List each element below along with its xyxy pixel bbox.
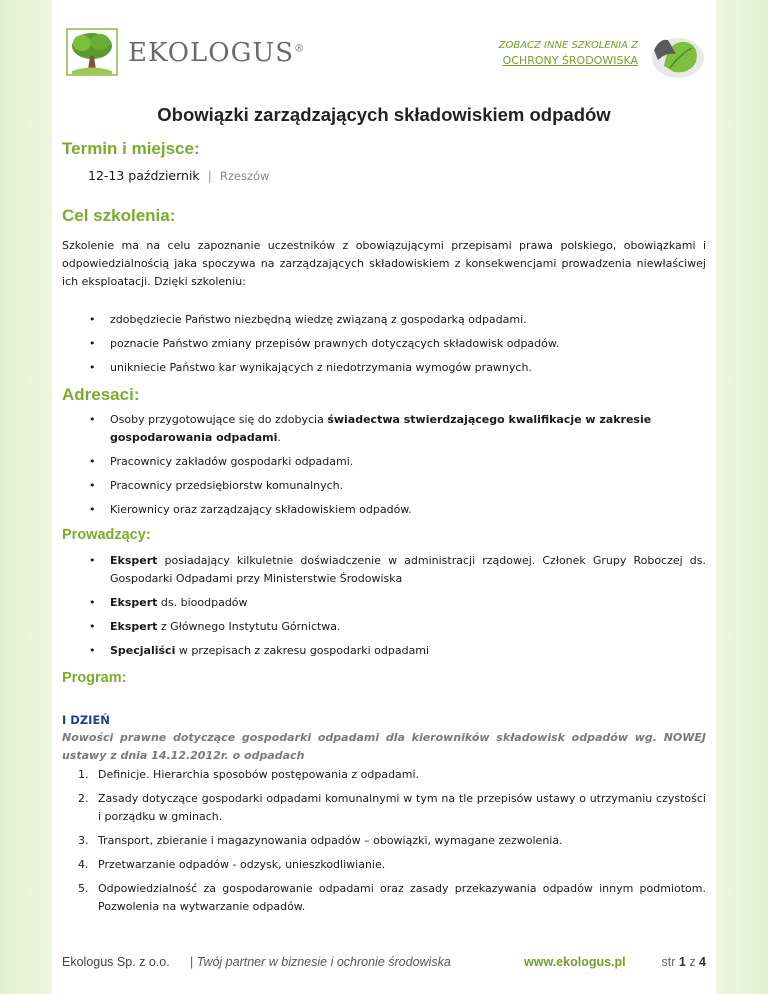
- promo-link-other-trainings[interactable]: [478, 30, 708, 80]
- footer-website-link[interactable]: www.ekologus.pl: [524, 955, 626, 969]
- heading-program: Program:: [62, 670, 127, 686]
- list-item: • poznacie Państwo zmiany przepisów prawnych dotyczących składowisk odpadów.: [89, 337, 560, 350]
- list-item: 3. Transport, zbieranie i magazynowania odpadów – obowiązki, wymagane zezwolenia.: [78, 834, 563, 847]
- right-margin-decoration: [716, 0, 768, 994]
- list-item: • Ekspert ds. bioodpadów: [89, 596, 248, 609]
- list-item: • Ekspert posiadający kilkuletnie doświadczenie w administracji rządowej. Członek Grupy Roboczej ds. Gospodarki Odpadami przy Ministerstwie Środowiska: [89, 554, 706, 585]
- list-item: • zdobędziecie Państwo niezbędną wiedzę związaną z gospodarką odpadami.: [89, 313, 527, 326]
- program-subtitle: Nowości prawne dotyczące gospodarki odpadami dla kierowników składowisk odpadów wg. NOWEJ ustawy z dnia 14.12.2012r. o odpadach: [62, 731, 706, 762]
- left-margin-decoration: [0, 0, 52, 994]
- footer-company: Ekologus Sp. z o.o.: [62, 955, 170, 969]
- list-item: • Pracownicy zakładów gospodarki odpadami.: [89, 455, 354, 468]
- training-date: 12-13 październik: [88, 168, 200, 183]
- page-number: str 1 z 4: [661, 955, 706, 969]
- date-location: [88, 167, 269, 185]
- page-footer: [62, 955, 706, 975]
- document-page: [52, 0, 716, 994]
- adresaci-list: [62, 411, 706, 519]
- cel-list: [62, 311, 706, 377]
- day-label: I DZIEŃ: [62, 713, 110, 727]
- promo-line-1: ZOBACZ INNE SZKOLENIA Z: [498, 40, 638, 51]
- list-item: 2. Zasady dotyczące gospodarki odpadami komunalnymi w tym na tle przepisów ustawy o utrzymaniu czystości i porządku w gminach.: [78, 792, 706, 823]
- list-item: • Specjaliści w przepisach z zakresu gospodarki odpadami: [89, 644, 430, 657]
- list-item: • Osoby przygotowujące się do zdobycia świadectwa stwierdzającego kwalifikacje w zakresie gospodarowania odpadami.: [89, 413, 652, 444]
- document-title: Obowiązki zarządzających składowiskiem odpadów: [157, 104, 611, 125]
- list-item: • Ekspert z Głównego Instytutu Górnictwa.: [89, 620, 341, 633]
- prowadzacy-list: [62, 552, 706, 660]
- list-item: • Pracownicy przedsiębiorstw komunalnych.: [89, 479, 344, 492]
- separator: |: [207, 168, 212, 183]
- list-item: 5. Odpowiedzialność za gospodarowanie odpadami oraz zasady przekazywania odpadów innym podmiotom. Pozwolenia na wytwarzanie odpadów.: [78, 882, 706, 913]
- list-item: • unikniecie Państwo kar wynikających z niedotrzymania wymogów prawnych.: [89, 361, 532, 374]
- logo-wordmark: EKOLOGUS®: [128, 38, 306, 68]
- promo-line-2-link[interactable]: OCHRONY ŚRODOWISKA: [502, 54, 638, 67]
- hand-leaf-icon: [646, 30, 708, 80]
- heading-termin: Termin i miejsce:: [62, 139, 200, 158]
- footer-tagline: | Twój partner w biznesie i ochronie środowiska: [190, 955, 451, 969]
- heading-cel: Cel szkolenia:: [62, 206, 176, 225]
- heading-adresaci: Adresaci:: [62, 385, 140, 404]
- list-item: 4. Przetwarzanie odpadów - odzysk, unieszkodliwianie.: [78, 858, 386, 871]
- training-city: Rzeszów: [219, 169, 270, 183]
- program-list: [62, 766, 706, 916]
- tree-logo-icon: [66, 28, 118, 76]
- heading-prowadzacy: Prowadzący:: [62, 527, 151, 543]
- list-item: • Kierownicy oraz zarządzający składowiskiem odpadów.: [89, 503, 412, 516]
- ekologus-logo[interactable]: [66, 28, 306, 78]
- cel-paragraph: Szkolenie ma na celu zapoznanie uczestników z obowiązującymi przepisami prawa polskiego, obowiązkami i odpowiedzialnością jaka spoczywa na zarządzających składowiskiem z konsekwencjami prowadzenia niewłaściwej ich eksploatacji. Dzięki szkoleniu:: [62, 239, 706, 288]
- list-item: 1. Definicje. Hierarchia sposobów postępowania z odpadami.: [78, 768, 420, 781]
